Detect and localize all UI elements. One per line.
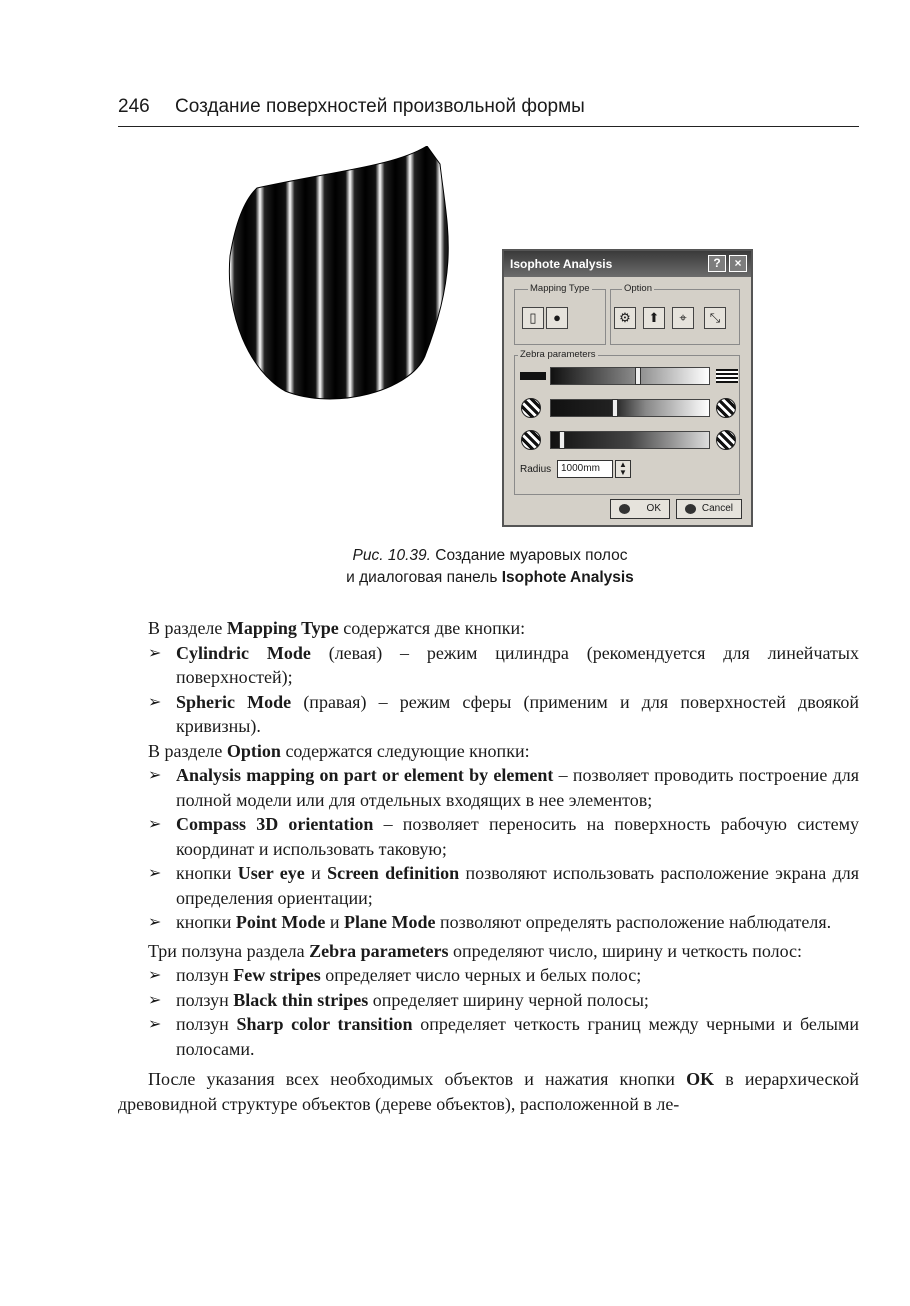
list-item: ➢ ползун Black thin stripes определяет ширину черной полосы;	[118, 988, 859, 1013]
sharp-color-transition-slider[interactable]	[550, 431, 710, 449]
page-header	[118, 92, 859, 127]
figure	[200, 140, 780, 540]
zebra-surface-image	[215, 146, 475, 416]
cylindric-mode-button[interactable]: ▯	[522, 307, 544, 329]
body-text	[118, 616, 859, 1116]
list-item: ➢ Analysis mapping on part or element by element – позволяет проводить построение для полной модели или для отдельных входящих в нее элементов;	[118, 763, 859, 812]
option-label: Option	[624, 283, 652, 294]
paragraph: Три ползуна раздела Zebra parameters определяют число, ширину и четкость полос:	[148, 940, 803, 961]
screen-definition-button[interactable]: ⤡	[704, 307, 726, 329]
ok-button[interactable]: OK	[610, 499, 670, 519]
chapter-title: Создание поверхностей произвольной формы	[175, 96, 585, 117]
dialog-title-bar	[504, 251, 751, 277]
list-item: ➢ кнопки User eye и Screen definition позволяют использовать расположение экрана для определения ориентации;	[118, 861, 859, 910]
list-item: ➢ кнопки Point Mode и Plane Mode позволяют определять расположение наблюдателя.	[118, 910, 859, 935]
list	[118, 963, 859, 1061]
user-eye-button[interactable]: ⌖	[672, 307, 694, 329]
few-stripes-slider[interactable]	[550, 367, 710, 385]
black-thin-stripes-slider[interactable]	[550, 399, 710, 417]
list-item: ➢ Spheric Mode (правая) – режим сферы (применим и для поверхностей двоякой кривизны).	[118, 690, 859, 739]
paragraph: В разделе Option содержатся следующие кнопки:	[148, 740, 530, 761]
isophote-analysis-dialog	[502, 249, 753, 527]
paragraph: В разделе Mapping Type содержатся две кнопки:	[148, 618, 526, 638]
zebra-parameters-label: Zebra parameters	[520, 349, 596, 360]
list	[118, 641, 859, 739]
slider-thumb[interactable]	[612, 399, 618, 417]
ok-icon	[619, 504, 630, 514]
list-item: ➢ Cylindric Mode (левая) – режим цилиндра (рекомендуется для линейчатых поверхностей);	[118, 641, 859, 690]
few-stripes-icon	[520, 372, 546, 380]
spheric-mode-button[interactable]: ●	[546, 307, 568, 329]
help-button[interactable]: ?	[708, 255, 726, 272]
cancel-icon	[685, 504, 696, 514]
list-item: ➢ Compass 3D orientation – позволяет переносить на поверхность рабочую систему координат и использовать таковую;	[118, 812, 859, 861]
sharp-transition-icon	[716, 430, 736, 450]
thin-stripes-icon	[521, 398, 541, 418]
mapping-type-label: Mapping Type	[530, 283, 590, 294]
list-item: ➢ ползун Sharp color transition определяет четкость границ между черными и белыми полосами.	[118, 1012, 859, 1061]
blurred-transition-icon	[521, 430, 541, 450]
many-stripes-icon	[716, 369, 738, 383]
thick-stripes-icon	[716, 398, 736, 418]
radius-label: Radius	[520, 464, 552, 475]
figure-caption: Рис. 10.39. Создание муаровых полос и диалоговая панель Isophote Analysis	[346, 547, 634, 586]
slider-thumb[interactable]	[635, 367, 641, 385]
radius-input[interactable]: 1000mm	[557, 460, 613, 478]
radius-spinner[interactable]: ▲ ▼	[615, 460, 631, 478]
slider-thumb[interactable]	[559, 431, 565, 449]
close-button[interactable]: ×	[729, 255, 747, 272]
analysis-mapping-button[interactable]: ⚙	[614, 307, 636, 329]
cancel-button[interactable]: Cancel	[676, 499, 742, 519]
list-item: ➢ ползун Few stripes определяет число черных и белых полос;	[118, 963, 859, 988]
paragraph: После указания всех необходимых объектов и нажатия кнопки OK в иерархической древовидной структуре объектов (дереве объектов), расположенной в ле-	[118, 1069, 860, 1114]
list	[118, 763, 859, 935]
dialog-title: Isophote Analysis	[510, 257, 613, 271]
compass-orientation-button[interactable]: ⬆	[643, 307, 665, 329]
page-number: 246	[118, 96, 150, 117]
